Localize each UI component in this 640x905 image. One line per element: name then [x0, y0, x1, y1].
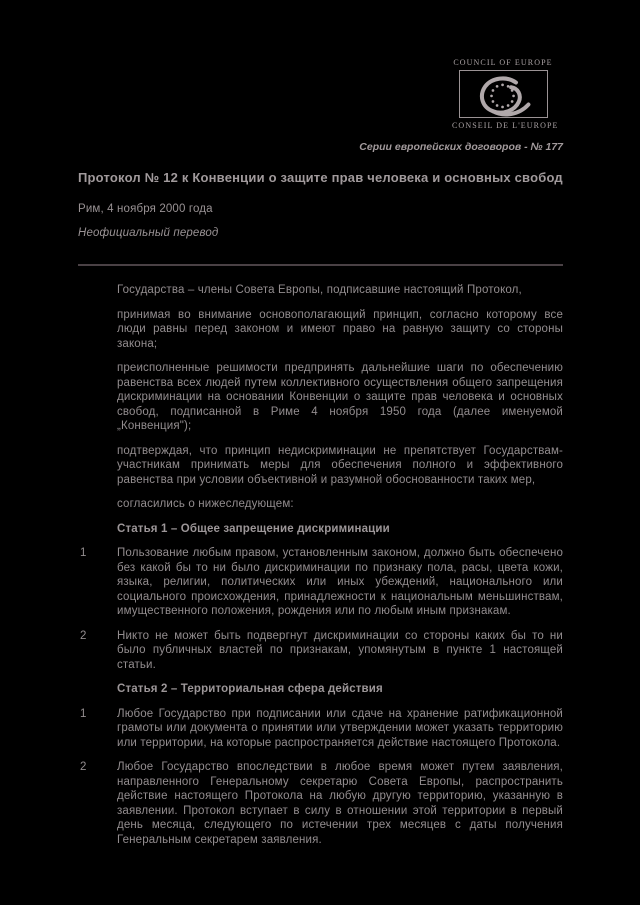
treaty-series-line: Серии европейских договоров - № 177	[359, 141, 563, 153]
council-of-europe-logo	[452, 58, 559, 130]
item-number: 2	[80, 761, 87, 773]
item-text: Любое Государство при подписании или сдаче на хранение ратификационной грамоты или документа о принятии или утверждении может указать территорию или территории, на которые распространяется действие настоящего Протокола.	[117, 707, 563, 749]
preamble-paragraph-1: Государства – члены Совета Европы, подписавшие настоящий Протокол,	[117, 284, 522, 296]
unofficial-translation-note: Неофициальный перевод	[78, 227, 219, 239]
article-1-heading: Статья 1 – Общее запрещение дискриминации	[117, 522, 390, 535]
preamble-paragraph-5: согласились о нижеследующем:	[117, 498, 294, 510]
preamble-paragraph-3: преисполненные решимости предпринять дальнейшие шаги по обеспечению равенства всех людей путем коллективного осуществления общего запрещения дискриминации на основании Конвенции о защите прав человека и основных свобод, подписанной в Риме 4 ноября 1950 года (далее именуемой „Конвенция");	[117, 362, 563, 432]
item-text: Любое Государство впоследствии в любое время может путем заявления, направленного Генеральному секретарю Совета Европы, распространить действие настоящего Протокола на любую другую территорию, указанную в заявлении. Протокол вступает в силу в отношении этой территории в первый день месяца, следующего по истечении трех месяцев с даты получения Генеральным секретарем заявления.	[117, 761, 563, 846]
item-number: 1	[80, 707, 87, 720]
horizontal-rule	[78, 264, 563, 266]
item-number: 1	[80, 547, 87, 559]
document-body	[0, 283, 640, 857]
item-number: 2	[80, 629, 87, 642]
article-2-item-1	[80, 707, 563, 751]
preamble-paragraph-4: подтверждая, что принцип недискриминации не препятствует Государствам-участникам принимать меры для обеспечения полного и эффективного равенства при условии объективной и разумной обоснованности таких мер,	[117, 444, 563, 486]
article-2-heading: Статья 2 – Территориальная сфера действия	[117, 683, 383, 695]
document-title: Протокол № 12 к Конвенции о защите прав человека и основных свобод	[78, 170, 563, 185]
article-1-item-1	[80, 546, 563, 619]
preamble-paragraph-2: принимая во внимание основополагающий принцип, согласно которому все люди равны перед законом и имеют право на равную защиту со стороны закона;	[117, 308, 563, 350]
place-date-line: Рим, 4 ноября 2000 года	[78, 203, 213, 215]
logo-emblem-box	[459, 70, 548, 118]
item-text: Никто не может быть подвергнут дискриминации со стороны каких бы то ни было публичных властей по признакам, упомянутым в пункте 1 настоящей статьи.	[117, 629, 563, 671]
logo-title-en: COUNCIL OF EUROPE	[453, 58, 553, 67]
article-1-item-2	[80, 629, 563, 673]
council-of-europe-emblem-icon	[460, 71, 547, 117]
article-2-item-2	[80, 760, 563, 847]
logo-title-fr: CONSEIL DE L'EUROPE	[452, 121, 559, 130]
item-text: Пользование любым правом, установленным законом, должно быть обеспечено без какой бы то ни было дискриминации по признаку пола, расы, цвета кожи, языка, религии, политических или иных убеждений, национального или социального происхождения, принадлежности к национальным меньшинствам, имущественного положения, рождения или по любым иным признакам.	[117, 547, 563, 617]
